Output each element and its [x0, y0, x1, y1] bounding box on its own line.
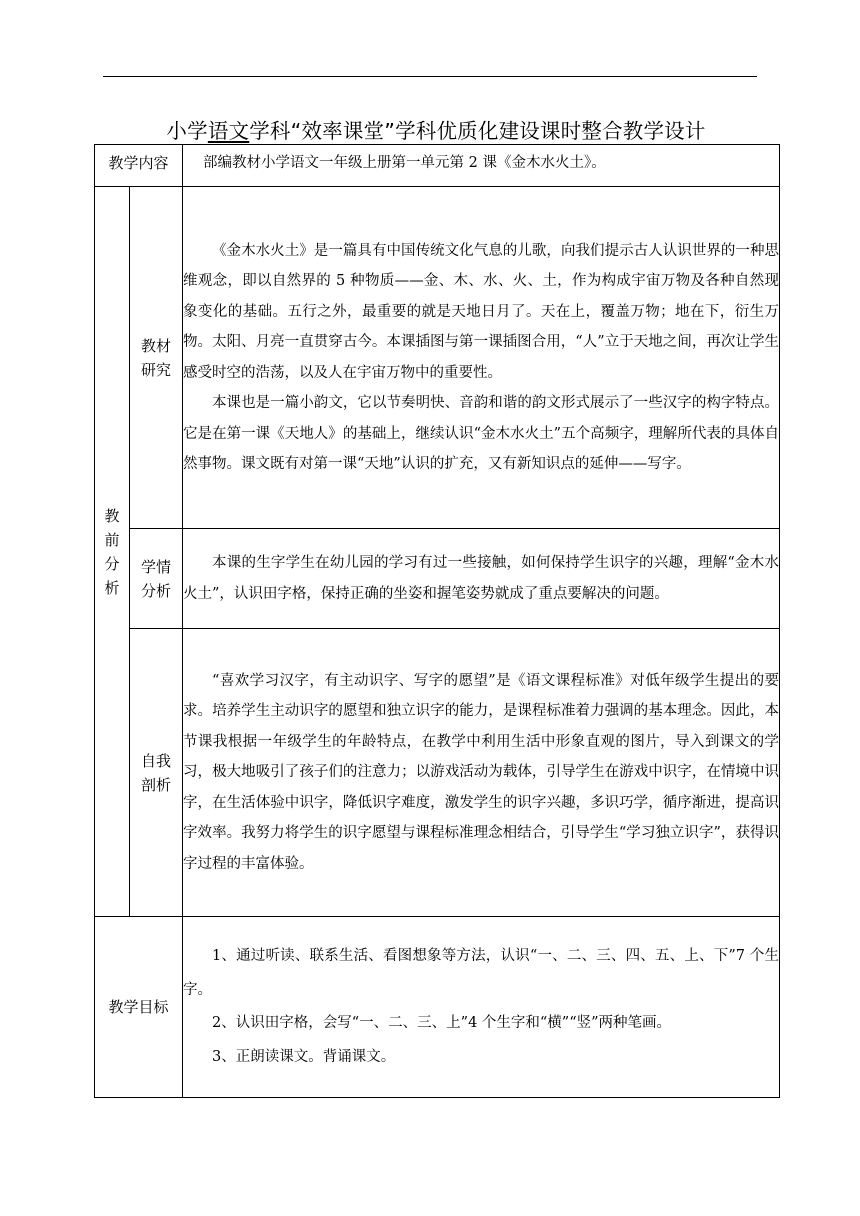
textbook-paragraph: 本课也是一篇小韵文，它以节奏明快、音韵和谐的韵文形式展示了一些汉字的构字特点。它是在第一课《天地人》的基础上，继续认识“金木水火土”五个高频字，理解所代表的具体自然事物。课文既有对第一课“天地”认识的扩充，又有新知识点的延伸——写字。: [183, 395, 780, 472]
row-self-analysis: [95, 629, 780, 917]
teaching-content-text: 部编教材小学语文一年级上册第一单元第 2 课《金木水火土》。: [183, 145, 780, 187]
textbook-research-text: [183, 187, 780, 529]
goal-item: 1、通过听读、联系生活、看图想象等方法，认识“一、二、三、四、五、上、下”7 个生字。: [183, 948, 780, 998]
student-paragraph: 本课的生字学生在幼儿园的学习有过一些接触，如何保持学生识字的兴趣，理解“金木水火土”，认识田字格，保持正确的坐姿和握笔姿势就成了重点要解决的问题。: [183, 555, 780, 602]
self-analysis-text: [183, 629, 780, 917]
title-part-2-underlined: 语文: [207, 119, 250, 143]
label-self-analysis: 自我 剖析: [130, 629, 183, 917]
label-textbook-research: 教材 研究: [130, 187, 183, 529]
self-paragraph: “喜欢学习汉字，有主动识字、写字的愿望”是《语文课程标准》对低年级学生提出的要求。培养学生主动识字的愿望和独立识字的能力，是课程标准着力强调的基本理念。因此，本节课我根据一年级学生的年龄特点，在教学中利用生活中形象直观的图片，导入到课文的学习，极大地吸引了孩子们的注意力；以游戏活动为载体，引导学生在游戏中识字，在情境中识字，在生活体验中识字，降低识字难度，激发学生的识字兴趣，多识巧学，循序渐进，提高识字效率。我努力将学生的识字愿望与课程标准理念相结合，引导学生“学习独立识字”，获得识字过程的丰富体验。: [183, 672, 780, 872]
row-teaching-content: [95, 145, 780, 187]
student-analysis-text: [183, 529, 780, 629]
goal-item: 2、认识田字格，会写“一、二、三、上”4 个生字和“横”“竖”两种笔画。: [212, 1015, 672, 1031]
document-title: [94, 114, 778, 144]
row-textbook-research: [95, 187, 780, 529]
label-pre-analysis: [95, 187, 130, 917]
label-teaching-goals: 教学目标: [95, 917, 183, 1098]
row-teaching-goals: [95, 917, 780, 1098]
goal-item: 3、正朗读课文。背诵课文。: [212, 1048, 396, 1065]
teaching-goals-text: [183, 917, 780, 1098]
lesson-design-table: [94, 144, 780, 1098]
label-student-analysis: 学情 分析: [130, 529, 183, 629]
title-part-3: 学科“效率课堂”学科优质化建设课时整合教学设计: [249, 119, 706, 143]
textbook-paragraph: 《金木水火土》是一篇具有中国传统文化气息的儿歌，向我们提示古人认识世界的一种思维观念，即以自然界的 5 种物质——金、木、水、火、土，作为构成宇宙万物及各种自然现象变化的基础。五行之外，最重要的就是天地日月了。天在上，覆盖万物；地在下，衍生万物。太阳、月亮一直贯穿古今。本课插图与第一课插图合用，“人”立于天地之间，再次让学生感受时空的浩荡，以及人在宇宙万物中的重要性。: [183, 242, 780, 381]
label-pre-analysis-chars: 教 前 分 析: [104, 506, 120, 597]
row-student-analysis: [95, 529, 780, 629]
header-rule: [103, 76, 757, 77]
label-teaching-content: 教学内容: [95, 145, 183, 187]
title-part-1: 小学: [166, 119, 208, 143]
